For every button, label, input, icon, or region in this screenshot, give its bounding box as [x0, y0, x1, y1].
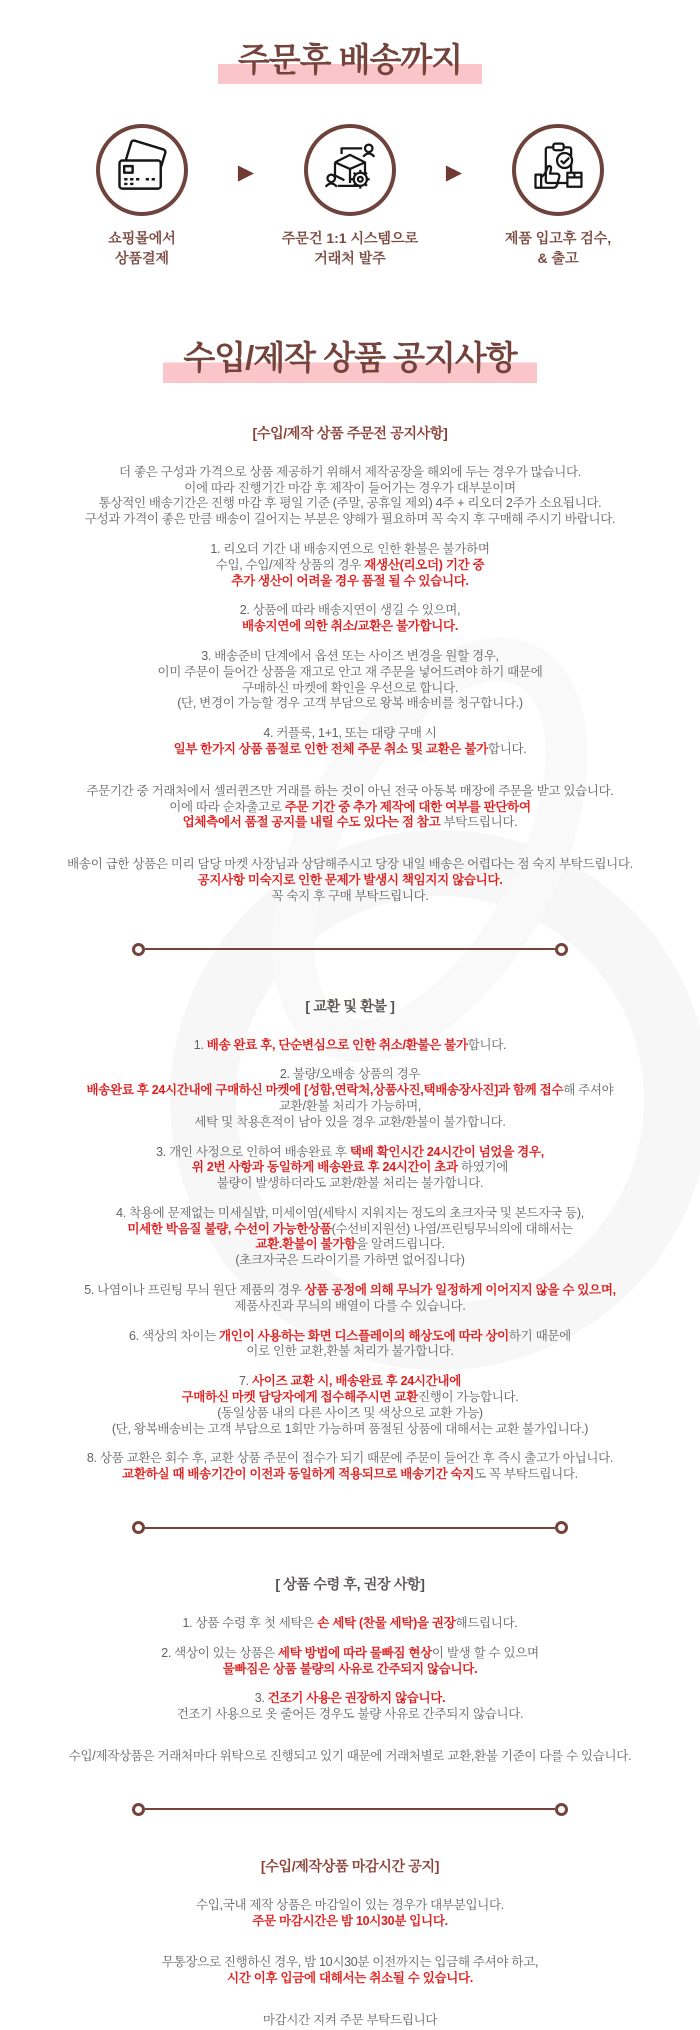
- notice-text: 1.: [193, 1037, 207, 1052]
- notice-text: 2. 불량/오배송 상품의 경우: [279, 1067, 421, 1082]
- notice-text: (수선비지원선) 나염/프린팅무늬의에 대해서는: [331, 1221, 573, 1236]
- notice-line: [0, 784, 700, 800]
- notice-text-highlighted: 구매하신 마켓 담당자에게 접수해주시면 교환: [181, 1390, 418, 1405]
- notice-paragraph: [0, 465, 700, 528]
- credit-card-payment-icon: [112, 138, 172, 203]
- notice-text-highlighted: 배송완료 후 24시간내에 구매하신 마켓에 [성함,연락처,상품사진,택배송장사진]과 함께 접수: [86, 1083, 564, 1098]
- notice-text-highlighted: 주문 기간 중 추가 제작에 대한 여부를 판단하여: [284, 799, 531, 814]
- notice-paragraph: [0, 1038, 700, 1054]
- order-process-flow: [0, 124, 700, 268]
- notice-text: 5. 나염이나 프린팅 무늬 원단 제품의 경우: [84, 1283, 305, 1298]
- notice-line: [0, 1616, 700, 1632]
- notice-text-highlighted: 일부 한가지 상품 품절로 인한 전체 주문 취소 및 교환은 불가: [173, 741, 488, 756]
- notice-line: [0, 603, 700, 619]
- notice-line: [0, 1422, 700, 1438]
- notice-paragraph: [0, 1616, 700, 1632]
- notice-text: 마감시간 지켜 주문 부탁드립니다: [262, 2013, 438, 2028]
- notice-line: [0, 1914, 700, 1930]
- notice-paragraph: [0, 1451, 700, 1483]
- notice-text: 더 좋은 구성과 가격으로 상품 제공하기 위해서 제작공장을 해외에 두는 경우가 많습니다.: [119, 464, 581, 479]
- notice-text: (동일상품 내의 다른 사이즈 및 색상으로 교환 가능): [217, 1405, 483, 1420]
- step-label-inspection: [505, 229, 611, 268]
- notice-line: [0, 1253, 700, 1269]
- order-system-icon: [320, 138, 380, 203]
- notice-text: 세탁 및 착용흔적이 남아 있을 경우 교환/환불이 불가합니다.: [194, 1114, 506, 1129]
- notice-line: [0, 1691, 700, 1707]
- notice-text: 합니다.: [487, 741, 527, 756]
- notice-line: [0, 726, 700, 742]
- notice-line: [0, 481, 700, 497]
- notice-paragraph: [0, 1955, 700, 1987]
- process-arrow-icon: ▶: [445, 161, 463, 185]
- notice-text: 건조기 사용으로 옷 줄어든 경우도 불량 사유로 간주되지 않습니다.: [176, 1707, 524, 1722]
- notice-line: [0, 1955, 700, 1971]
- notice-section-title-text: 수입/제작 상품 공지사항: [163, 340, 536, 382]
- notice-text: 4. 커플룩, 1+1, 또는 대량 구매 시: [263, 726, 437, 741]
- notice-text: (초크자국은 드라이기를 가하면 없어집니다): [235, 1253, 465, 1268]
- notice-line: [0, 1451, 700, 1467]
- notice-text: 수입/제작상품은 거래처마다 위탁으로 진행되고 있기 때문에 거래처별로 교환,환불 기준이 다를 수 있습니다.: [68, 1749, 632, 1764]
- notice-text-highlighted: 사이즈 교환 시, 배송완료 후 24시간내에: [252, 1374, 461, 1389]
- notice-text: 3.: [254, 1691, 268, 1706]
- notice-paragraph: [0, 1067, 700, 1130]
- section-heading: [수입/제작상품 마감시간 공지]: [260, 1857, 440, 1874]
- divider-endpoint-dot: [555, 1521, 568, 1534]
- notice-text-highlighted: 시간 이후 입금에 대해서는 취소될 수 있습니다.: [227, 1971, 473, 1986]
- notice-line: [0, 889, 700, 905]
- notice-text-highlighted: 업체측에서 품절 공지를 내릴 수도 있다는 점 참고: [182, 815, 441, 830]
- notice-text-highlighted: 택배 확인시간 24시간이 넘었을 경우,: [349, 1144, 544, 1159]
- notice-text-highlighted: 개인이 사용하는 화면 디스플레이의 해상도에 따라 상이: [219, 1328, 509, 1343]
- notice-line: [0, 649, 700, 665]
- step-label-payment: [108, 229, 176, 268]
- notice-paragraph: [0, 603, 700, 635]
- notice-line: [0, 815, 700, 831]
- notice-text: 1. 상품 수령 후 첫 세탁은: [182, 1616, 318, 1631]
- notice-line: [0, 1749, 700, 1765]
- inspection-shipping-icon: [528, 138, 588, 203]
- notice-line: [0, 1467, 700, 1483]
- divider-endpoint-dot: [132, 943, 145, 956]
- notice-line: [0, 873, 700, 889]
- notice-paragraph: [0, 726, 700, 758]
- notice-text: 7.: [239, 1374, 253, 1389]
- step-circle: [96, 124, 188, 216]
- notice-text: 이로 인한 교환,환불 처리가 불가합니다.: [246, 1344, 454, 1359]
- divider-endpoint-dot: [555, 1803, 568, 1816]
- notice-line: [0, 696, 700, 712]
- notice-text: 꼭 숙지 후 구매 부탁드립니다.: [271, 888, 429, 903]
- notice-text: 이 발생 할 수 있으며: [431, 1645, 539, 1660]
- notice-text: 1. 리오더 기간 내 배송지연으로 인한 환불은 불가하며: [210, 541, 490, 556]
- notice-paragraph: [0, 1283, 700, 1315]
- notice-text: 구매하신 마켓에 확인을 우선으로 합니다.: [241, 680, 459, 695]
- notice-text: (단, 변경이 가능할 경우 고객 부담으로 왕복 배송비를 청구합니다.): [177, 696, 523, 711]
- notice-text-highlighted: 추가 생산이 어려울 경우 품절 될 수 있습니다.: [231, 573, 469, 588]
- notice-line: [0, 2013, 700, 2029]
- notice-text-highlighted: 건조기 사용은 권장하지 않습니다.: [267, 1691, 446, 1706]
- notice-line: [0, 665, 700, 681]
- notice-text: 4. 착용에 문제없는 미세실밥, 미세이염(세탁시 지워지는 정도의 초크자국 및 본드자국 등),: [116, 1205, 584, 1220]
- notice-line: [0, 1083, 700, 1099]
- notice-paragraph: [0, 857, 700, 904]
- notice-text: 진행이 가능합니다.: [417, 1390, 519, 1405]
- step-label-order-system: [282, 229, 418, 268]
- notice-paragraph: [0, 784, 700, 831]
- notice-text: 도 꼭 부탁드립니다.: [474, 1467, 578, 1482]
- step-label-line: 주문건 1:1 시스템으로: [281, 230, 419, 247]
- delivery-process-title-text: 주문후 배송까지: [218, 42, 482, 84]
- divider-line: [145, 1527, 555, 1529]
- notice-text-highlighted: 위 2번 사항과 동일하게 배송완료 후 24시간이 초과: [191, 1160, 458, 1175]
- notice-text: 8. 상품 교환은 회수 후, 교환 상품 주문이 접수가 되기 때문에 주문이 들어간 후 즉시 출고가 아닙니다.: [86, 1451, 614, 1466]
- notice-text: 하기 때문에: [508, 1328, 571, 1343]
- process-step-inspection: [469, 124, 647, 268]
- notice-text-highlighted: 공지사항 미숙지로 인한 문제가 발생시 책임지지 않습니다.: [197, 872, 503, 887]
- notice-line: [0, 742, 700, 758]
- notice-line: [0, 1038, 700, 1054]
- notice-paragraph: [0, 1898, 700, 1930]
- notice-line: [0, 1329, 700, 1345]
- notice-line: [0, 496, 700, 512]
- notice-body: [0, 423, 700, 2029]
- notice-line: [0, 1898, 700, 1914]
- section-heading: [ 상품 수령 후, 권장 사항]: [275, 1576, 425, 1593]
- notice-line: [0, 1707, 700, 1723]
- delivery-process-title: [0, 42, 700, 84]
- notice-section-title: [0, 340, 700, 382]
- notice-paragraph: [0, 1646, 700, 1678]
- step-label-line: & 출고: [537, 249, 579, 266]
- notice-line: [0, 800, 700, 816]
- notice-text: 2. 색상이 있는 상품은: [161, 1645, 278, 1660]
- notice-text: 배송이 급한 상품은 미리 담당 마켓 사장님과 상담해주시고 당장 내일 배송은 어렵다는 점 숙지 부탁드립니다.: [67, 857, 633, 872]
- notice-text: 구성과 가격이 좋은 만큼 배송이 길어지는 부분은 양해가 필요하며 꼭 숙지 후 구매해 주시기 바랍니다.: [84, 512, 616, 527]
- notice-text: 해드립니다.: [455, 1616, 518, 1631]
- notice-text: 수입, 수입/제작 상품의 경우: [215, 557, 365, 572]
- notice-line: [0, 857, 700, 873]
- notice-text: 이미 주문이 들어간 상품을 재고로 안고 재 주문을 넣어드려야 하기 때문에: [157, 664, 543, 679]
- notice-line: [0, 1145, 700, 1161]
- notice-line: [0, 1176, 700, 1192]
- divider-endpoint-dot: [555, 943, 568, 956]
- divider-line: [145, 1808, 555, 1810]
- notice-line: [0, 1406, 700, 1422]
- notice-text: 3. 개인 사정으로 인하여 배송완료 후: [156, 1144, 350, 1159]
- notice-line: [0, 681, 700, 697]
- notice-line: [0, 1222, 700, 1238]
- notice-text-highlighted: 손 세탁 (찬물 세탁)을 권장: [317, 1616, 456, 1631]
- notice-line: [0, 465, 700, 481]
- notice-text: 불량이 발생하더라도 교환/환불 처리는 불가합니다.: [216, 1176, 484, 1191]
- notice-text-highlighted: 교환하실 때 배송기간이 이전과 동일하게 적용되므로 배송기간 숙지: [122, 1467, 475, 1482]
- notice-text-highlighted: 배송 완료 후, 단순변심으로 인한 취소/환불은 불가: [206, 1037, 468, 1052]
- notice-line: [0, 512, 700, 528]
- notice-text: 부탁드립니다.: [440, 815, 518, 830]
- notice-paragraph: [0, 542, 700, 589]
- notice-line: [0, 542, 700, 558]
- notice-text: 합니다.: [467, 1037, 507, 1052]
- notice-text-highlighted: 주문 마감시간은 밤 10시30분 입니다.: [252, 1913, 448, 1928]
- notice-text-highlighted: 교환.환불이 불가함: [255, 1237, 356, 1252]
- notice-line: [0, 1099, 700, 1115]
- notice-line: [0, 574, 700, 590]
- section-divider: [132, 1521, 568, 1534]
- notice-line: [0, 1971, 700, 1987]
- process-step-payment: [53, 124, 231, 268]
- notice-line: [0, 1283, 700, 1299]
- step-circle: [304, 124, 396, 216]
- section-divider: [132, 1803, 568, 1816]
- notice-text-highlighted: 물빠짐은 상품 불량의 사유로 간주되지 않습니다.: [222, 1661, 478, 1676]
- notice-line: [0, 1299, 700, 1315]
- step-label-line: 쇼핑몰에서: [108, 230, 176, 247]
- notice-paragraph: [0, 1691, 700, 1723]
- section-heading: [ 교환 및 환불 ]: [305, 997, 395, 1014]
- process-arrow-icon: ▶: [237, 161, 255, 185]
- notice-text-highlighted: 재생산(리오더) 기간 중: [364, 557, 485, 572]
- notice-text: 6. 색상의 차이는: [129, 1328, 220, 1343]
- notice-text: 무통장으로 진행하신 경우, 밤 10시30분 이전까지는 입금해 주셔야 하고,: [161, 1955, 539, 1970]
- notice-text: 이에 따라 진행기간 마감 후 제작이 들어가는 경우가 대부분이며: [184, 480, 516, 495]
- notice-text-highlighted: 미세한 박음질 불량, 수선이 가능한상품: [127, 1221, 332, 1236]
- notice-line: [0, 1646, 700, 1662]
- notice-paragraph: [0, 1749, 700, 1765]
- divider-endpoint-dot: [132, 1521, 145, 1534]
- notice-line: [0, 1067, 700, 1083]
- notice-text: 교환/환불 처리가 가능하며,: [278, 1098, 422, 1113]
- process-step-order-system: [261, 124, 439, 268]
- notice-paragraph: [0, 1206, 700, 1269]
- notice-line: [0, 1390, 700, 1406]
- divider-line: [145, 948, 555, 950]
- notice-line: [0, 1662, 700, 1678]
- notice-text-highlighted: 상품 공정에 의해 무늬가 일정하게 이어지지 않을 수 있으며,: [304, 1283, 616, 1298]
- notice-paragraph: [0, 1329, 700, 1361]
- step-circle: [512, 124, 604, 216]
- notice-text: 이에 따라 순차출고로: [169, 799, 285, 814]
- notice-paragraph: [0, 1145, 700, 1192]
- notice-text: (단, 왕복배송비는 고객 부담으로 1회만 가능하며 품절된 상품에 대해서는 교환 불가입니다.): [111, 1421, 589, 1436]
- notice-line: [0, 1344, 700, 1360]
- notice-paragraph: [0, 1374, 700, 1437]
- notice-paragraph: [0, 2013, 700, 2029]
- step-label-line: 제품 입고후 검수,: [504, 230, 612, 247]
- step-label-line: 거래처 발주: [314, 249, 386, 266]
- notice-line: [0, 1237, 700, 1253]
- notice-line: [0, 1206, 700, 1222]
- section-heading: [수입/제작 상품 주문전 공지사항]: [252, 424, 448, 441]
- notice-line: [0, 1115, 700, 1131]
- notice-paragraph: [0, 649, 700, 712]
- notice-line: [0, 558, 700, 574]
- notice-text: 해 주셔야: [563, 1083, 614, 1098]
- step-label-line: 상품결제: [114, 249, 170, 266]
- section-divider: [132, 943, 568, 956]
- notice-text: 을 알려드립니다.: [355, 1237, 445, 1252]
- notice-text: 통상적인 배송기간은 진행 마감 후 평일 기준 (주말, 공휴일 제외) 4주 + 리오더 2주가 소요됩니다.: [98, 496, 602, 511]
- notice-text: 2. 상품에 따라 배송지연이 생길 수 있으며,: [239, 603, 461, 618]
- notice-text-highlighted: 배송지연에 의한 취소/교환은 불가합니다.: [241, 619, 459, 634]
- notice-text-highlighted: 세탁 방법에 따라 물빠짐 현상: [277, 1645, 432, 1660]
- notice-line: [0, 1160, 700, 1176]
- notice-text: 하였기에: [457, 1160, 509, 1175]
- notice-line: [0, 1374, 700, 1390]
- divider-endpoint-dot: [132, 1803, 145, 1816]
- notice-text: 제품사진과 무늬의 배열이 다를 수 있습니다.: [234, 1298, 466, 1313]
- notice-text: 수입,국내 제작 상품은 마감일이 있는 경우가 대부분입니다.: [196, 1897, 504, 1912]
- notice-text: 3. 배송준비 단계에서 옵션 또는 사이즈 변경을 원할 경우,: [201, 648, 499, 663]
- notice-text: 주문기간 중 거래처에서 셀러퀸즈만 거래를 하는 것이 아닌 전국 아동복 매장에 주문을 받고 있습니다.: [86, 783, 614, 798]
- notice-line: [0, 619, 700, 635]
